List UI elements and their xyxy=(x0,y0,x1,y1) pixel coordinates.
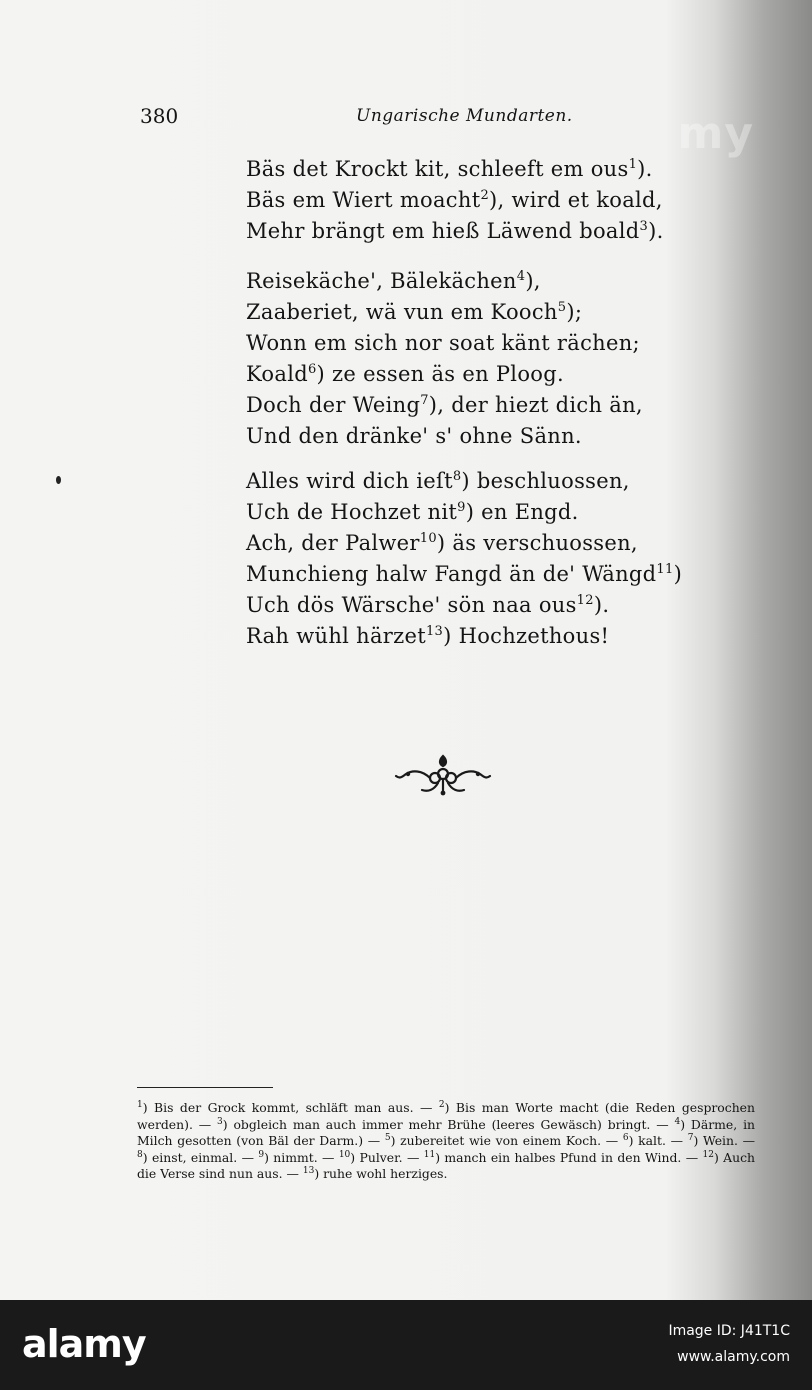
footnote-reference: 2 xyxy=(480,188,490,203)
verse-line: Zaaberiet, wä vun em Kooch$^5$); xyxy=(246,300,583,324)
verse-line: Rah wühl härzet$^{13}$) Hochzethous! xyxy=(246,624,610,648)
footnote-reference: 11 xyxy=(656,562,674,577)
verse-line: Munchieng halw Fangd än de' Wängd$^{11}$) xyxy=(246,562,683,586)
site-link[interactable]: www.alamy.com xyxy=(677,1349,790,1365)
verse-line: Bäs det Krockt kit, schleeft em ous$^1$). xyxy=(246,157,653,181)
footnote-rule xyxy=(137,1087,273,1088)
stock-meta xyxy=(668,1318,790,1370)
verse-line: Mehr brängt em hieß Läwend boald$^3$). xyxy=(246,219,664,243)
footnote-reference: 8 xyxy=(452,469,462,484)
footnote: $^3$) obgleich man auch immer mehr Brühe (leeres Gewäsch) bringt. — xyxy=(217,1116,675,1132)
verse-line: Alles wird dich ieſt$^8$) beschluossen, xyxy=(246,469,630,493)
footnote: $^4$) Därme, in Milch gesotten (von Bäl der Darm.) — xyxy=(137,1116,756,1149)
footnote-reference: 13 xyxy=(425,624,444,639)
footnote: $^9$) nimmt. — xyxy=(258,1149,339,1165)
footnote-reference: 6 xyxy=(307,362,317,377)
stanza xyxy=(246,154,664,247)
footnote: $^6$) kalt. — xyxy=(622,1133,688,1149)
verse-line: Doch der Weing$^7$), der hiezt dich än, xyxy=(246,393,643,417)
verse-line: Ach, der Palwer$^{10}$) äs verschuossen, xyxy=(246,531,638,555)
stanza xyxy=(246,266,643,452)
verse-line: Reisekäche', Bälekächen$^4$), xyxy=(246,269,541,293)
watermark-text: my xyxy=(677,108,754,159)
running-title: Ungarische Mundarten. xyxy=(356,106,573,126)
page-number: 380 xyxy=(140,104,179,128)
verse-line: Koald$^6$) ze essen äs en Ploog. xyxy=(246,362,564,386)
stanza xyxy=(246,466,682,652)
image-id: Image ID: J41T1C xyxy=(668,1323,790,1339)
footnotes xyxy=(137,1100,755,1183)
footnote-reference: 4 xyxy=(516,269,526,284)
footnote-reference: 3 xyxy=(639,219,649,234)
stock-photo-bar xyxy=(0,1300,812,1390)
footnote-reference: 1 xyxy=(628,157,638,172)
footnote: $^{13}$) ruhe wohl herziges. xyxy=(302,1166,448,1182)
verse-line: Und den dränke' s' ohne Sänn. xyxy=(246,424,582,448)
footnote: $^8$) einst, einmal. — xyxy=(137,1149,259,1165)
footnote-reference: 9 xyxy=(457,500,466,515)
footnote: $^2$) Bis man Worte macht (die Reden gesprochen werden). — xyxy=(137,1099,755,1132)
alamy-logo[interactable]: alamy xyxy=(22,1322,146,1366)
footnote-reference: 10 xyxy=(419,531,437,546)
footnote-reference: 12 xyxy=(576,593,594,608)
footnote-reference: 5 xyxy=(557,300,567,315)
verse-line: Uch dös Wärsche' sön naa ous$^{12}$). xyxy=(246,593,610,617)
footnote: $^{12}$) Auch die Verse sind nun aus. — xyxy=(137,1149,756,1182)
fleuron-ornament-icon xyxy=(394,748,492,798)
stray-ink-mark xyxy=(56,476,61,484)
footnote-reference: 7 xyxy=(420,393,429,408)
verse-line: Wonn em sich nor soat känt rächen; xyxy=(246,331,640,355)
footnote: $^1$) Bis der Grock kommt, schläft man aus. — xyxy=(137,1099,439,1115)
footnote: $^7$) Wein. — xyxy=(687,1133,755,1149)
footnote: $^{11}$) manch ein halbes Pfund in den Wind. — xyxy=(423,1149,703,1165)
footnote: $^{10}$) Pulver. — xyxy=(338,1149,424,1165)
verse-line: Bäs em Wiert moacht$^2$), wird et koald, xyxy=(246,188,663,212)
verse-line: Uch de Hochzet nit$^9$) en Engd. xyxy=(246,500,579,524)
footnote: $^5$) zubereitet wie von einem Koch. — xyxy=(384,1133,623,1149)
